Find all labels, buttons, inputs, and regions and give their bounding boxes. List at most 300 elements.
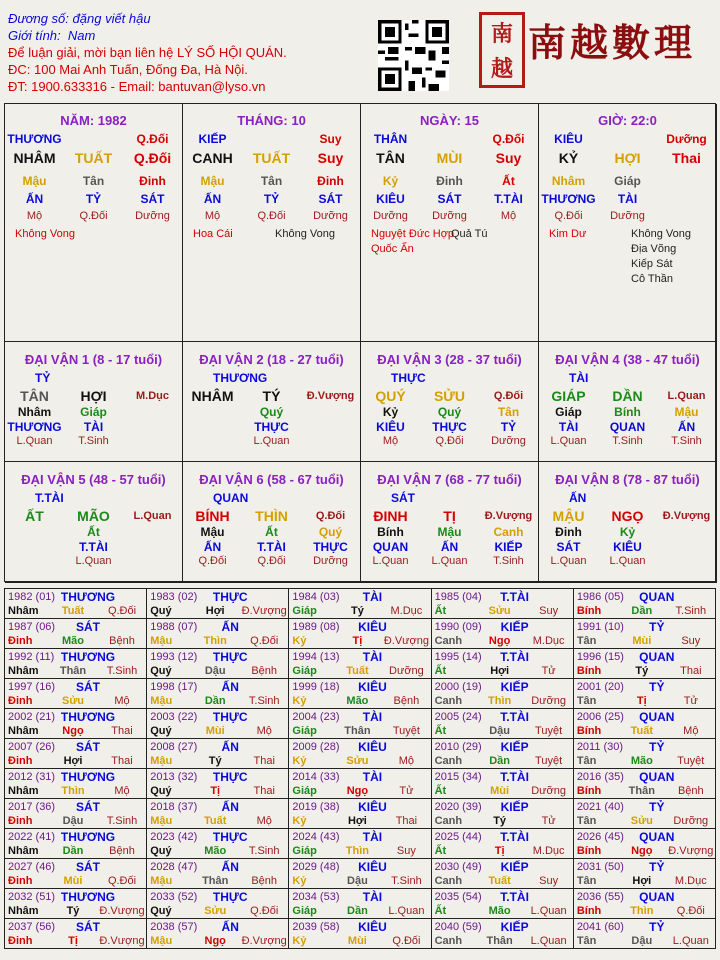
year-chi: Hợi xyxy=(63,755,83,767)
pillar-value: Q.Đối xyxy=(492,132,525,146)
year-state: Mộ xyxy=(256,725,272,737)
pillar-row-r2 xyxy=(5,150,182,166)
dai-van-row-h1 xyxy=(183,405,360,419)
dai-van-main xyxy=(5,388,182,404)
dai-van-can: GIÁP xyxy=(551,388,586,404)
dai-van-value: Nhâm xyxy=(17,405,52,419)
dai-van-value: Quý xyxy=(318,525,343,539)
dai-van-state: Q.Đối xyxy=(315,510,346,522)
year-god: T.TÀI xyxy=(500,830,529,844)
pillar-value: Q.Đối xyxy=(136,132,169,146)
year-row xyxy=(5,589,716,619)
year-can: Bính xyxy=(576,725,602,737)
year-can: Đinh xyxy=(8,695,33,707)
pillar-row-r1 xyxy=(5,132,182,146)
pillar-row-r1 xyxy=(183,132,360,146)
pillar-row-r3 xyxy=(183,174,360,188)
year-label: 2034 (53) xyxy=(292,891,340,903)
pillar-row-r5 xyxy=(183,210,360,222)
year-row xyxy=(5,799,716,829)
year-chi: Tuất xyxy=(488,875,511,887)
year-cell xyxy=(289,739,431,769)
dai-van-can: TÂN xyxy=(20,388,49,404)
pillar-value: Q.Đối xyxy=(257,210,286,222)
dai-van-chi: NGỌ xyxy=(611,508,644,524)
year-cell xyxy=(5,739,147,769)
year-label: 2026 (45) xyxy=(576,831,624,843)
year-state: Q.Đối xyxy=(250,905,279,917)
qr-code-icon[interactable] xyxy=(378,20,449,91)
dai-van-main xyxy=(5,508,182,524)
year-cell xyxy=(5,919,147,949)
year-label: 1994 (13) xyxy=(292,651,340,663)
dai-van-cell xyxy=(183,342,361,462)
year-god: KIẾP xyxy=(500,800,529,814)
year-chi: Ngọ xyxy=(62,725,84,737)
year-cell xyxy=(289,859,431,889)
year-state: Thai xyxy=(680,665,702,677)
pillar-value: ẤN xyxy=(25,192,44,206)
pillar-cell xyxy=(361,104,539,342)
year-chi: Tý xyxy=(635,665,649,677)
year-chi: Ngọ xyxy=(631,845,653,857)
dai-van-value: Bính xyxy=(377,525,404,539)
year-god: THỰC xyxy=(212,590,248,604)
duong-so-line: Đương số: đặng viết hậu xyxy=(8,11,151,26)
year-can: Nhâm xyxy=(8,725,39,737)
year-cell xyxy=(432,679,574,709)
pillar-value: Dưỡng xyxy=(432,210,467,222)
year-chi: Dậu xyxy=(631,935,653,947)
dai-van-value: Giáp xyxy=(80,405,107,419)
year-can: Kỷ xyxy=(292,875,307,887)
year-can: Mậu xyxy=(150,875,173,887)
year-god: QUAN xyxy=(639,770,675,784)
year-label: 2040 (59) xyxy=(434,921,482,933)
year-chi: Mão xyxy=(62,635,84,647)
pillar-value: Q.Đối xyxy=(79,210,108,222)
year-chi: Ngọ xyxy=(204,935,226,947)
year-label: 1986 (05) xyxy=(576,591,624,603)
dai-van-value: T.Sinh xyxy=(671,435,702,447)
year-state: Tử xyxy=(399,785,414,797)
year-row xyxy=(5,859,716,889)
dai-van-value: ẤN xyxy=(440,540,459,554)
year-god: KIÊU xyxy=(358,680,387,694)
dai-van-row-h1 xyxy=(539,525,716,539)
year-label: 1982 (01) xyxy=(8,591,56,603)
year-state: Thai xyxy=(111,755,133,767)
year-label: 2031 (50) xyxy=(576,861,624,873)
dai-van-value: L.Quan xyxy=(253,435,290,447)
year-god: THƯƠNG xyxy=(60,710,116,724)
year-cell xyxy=(5,709,147,739)
year-label: 2006 (25) xyxy=(576,711,624,723)
year-can: Bính xyxy=(576,905,602,917)
shen-sha-note: Kim Dư xyxy=(549,228,587,240)
dai-van-value: TÀI xyxy=(558,420,579,434)
dai-van-title: ĐẠI VẬN 5 (48 - 57 tuổi) xyxy=(21,472,166,487)
year-label: 1989 (08) xyxy=(292,621,340,633)
year-state: M.Dục xyxy=(532,635,565,647)
dai-van-value: Kỷ xyxy=(382,405,399,419)
header-info xyxy=(8,10,287,95)
dai-van-value: THƯƠNG xyxy=(7,420,62,434)
year-label: 2015 (34) xyxy=(434,771,482,783)
year-god: QUAN xyxy=(639,890,675,904)
dai-van-value: Dưỡng xyxy=(491,435,526,447)
pillar-row-r3 xyxy=(361,174,538,188)
year-god: TÀI xyxy=(362,770,383,784)
year-state: Bệnh xyxy=(109,635,135,647)
year-label: 1992 (11) xyxy=(8,651,55,663)
dai-van-value: Ất xyxy=(87,525,100,539)
year-label: 2024 (43) xyxy=(292,831,340,843)
year-can: Nhâm xyxy=(8,605,39,617)
dai-van-value: L.Quan xyxy=(609,555,646,567)
year-chi: Mùi xyxy=(205,725,225,737)
year-god: KIÊU xyxy=(358,740,387,754)
year-chi: Dần xyxy=(489,755,510,767)
year-chi: Tý xyxy=(66,905,80,917)
year-cell xyxy=(432,859,574,889)
year-cell xyxy=(432,709,574,739)
pillar-value: Tân xyxy=(260,174,283,188)
pillar-row-r4 xyxy=(361,192,538,206)
year-chi: Tuất xyxy=(204,815,227,827)
year-can: Đinh xyxy=(8,815,33,827)
year-can: Kỷ xyxy=(292,935,307,947)
year-can: Kỷ xyxy=(292,695,307,707)
year-cell xyxy=(147,649,289,679)
pillar-value: TỶ xyxy=(263,192,280,206)
dai-van-value: Q.Đối xyxy=(435,435,464,447)
year-label: 2008 (27) xyxy=(150,741,198,753)
year-can: Mậu xyxy=(150,695,173,707)
year-cell xyxy=(574,799,716,829)
dai-van-top: TÀI xyxy=(569,371,589,385)
year-state: Dưỡng xyxy=(389,665,424,677)
pillar-value: Dưỡng xyxy=(135,210,170,222)
year-chi: Dậu xyxy=(62,815,84,827)
year-cell xyxy=(5,649,147,679)
year-cell xyxy=(289,919,431,949)
year-can: Ất xyxy=(434,905,447,917)
year-god: THỰC xyxy=(212,830,248,844)
dai-van-state: Đ.Vượng xyxy=(306,390,355,402)
dai-van-value: L.Quan xyxy=(431,555,468,567)
year-chi: Mùi xyxy=(632,635,652,647)
year-state: Q.Đối xyxy=(392,935,421,947)
year-can: Mậu xyxy=(150,635,173,647)
dai-van-value: ẤN xyxy=(677,420,696,434)
year-chi: Sửu xyxy=(204,905,227,917)
year-chi: Mão xyxy=(630,755,653,767)
year-state: Mộ xyxy=(114,695,130,707)
dai-van-main xyxy=(183,388,360,404)
dai-van-title: ĐẠI VẬN 7 (68 - 77 tuổi) xyxy=(377,472,522,487)
year-can: Tân xyxy=(576,935,597,947)
dai-van-row-h2 xyxy=(183,420,360,434)
dai-van-value: Tân xyxy=(497,405,520,419)
year-god: KIẾP xyxy=(500,920,529,934)
year-god: SÁT xyxy=(76,740,100,754)
year-god: TỶ xyxy=(649,860,665,874)
year-state: Thai xyxy=(395,815,418,827)
year-row xyxy=(5,769,716,799)
red-seal-stamp xyxy=(479,12,525,88)
pillar-row-r5 xyxy=(361,210,538,222)
year-label: 2002 (21) xyxy=(8,711,56,723)
pillar-row-r1 xyxy=(539,132,716,146)
year-state: Đ.Vượng xyxy=(241,605,287,617)
year-god: T.TÀI xyxy=(500,650,529,664)
pillar-value: MÙI xyxy=(436,150,463,166)
year-state: Suy xyxy=(539,875,559,887)
year-can: Bính xyxy=(576,665,602,677)
year-can: Quý xyxy=(150,905,172,917)
year-state: Thai xyxy=(253,785,275,797)
year-god: ẤN xyxy=(221,920,239,934)
pillar-value: Q.Đối xyxy=(133,150,172,166)
year-table xyxy=(4,588,716,949)
shen-sha-note: Quốc Ấn xyxy=(371,243,414,255)
year-label: 2019 (38) xyxy=(292,801,340,813)
pillar-value: SÁT xyxy=(318,192,343,206)
dai-van-chi: MÃO xyxy=(77,508,110,524)
dai-van-row-h2 xyxy=(5,540,182,554)
year-can: Ất xyxy=(434,785,447,797)
year-chi: Thìn xyxy=(61,785,85,797)
year-chi: Hợi xyxy=(347,815,367,827)
dai-van-title: ĐẠI VẬN 6 (58 - 67 tuổi) xyxy=(199,472,344,487)
pillar-value: CANH xyxy=(192,150,233,166)
year-row xyxy=(5,829,716,859)
year-label: 2003 (22) xyxy=(150,711,198,723)
dai-van-value: QUAN xyxy=(372,540,409,554)
dai-van-value: Mậu xyxy=(437,525,462,539)
year-state: Mộ xyxy=(398,755,415,767)
year-label: 2023 (42) xyxy=(150,831,198,843)
dai-van-value: T.TÀI xyxy=(257,540,286,554)
year-label: 2041 (60) xyxy=(576,921,624,933)
year-chi: Tị xyxy=(636,695,647,707)
year-chi: Tý xyxy=(350,605,364,617)
year-label: 1984 (03) xyxy=(292,591,340,603)
year-can: Tân xyxy=(576,875,597,887)
year-cell xyxy=(574,709,716,739)
year-can: Kỷ xyxy=(292,635,307,647)
year-row xyxy=(5,709,716,739)
year-state: Tuyệt xyxy=(535,725,563,737)
pillar-value: TÀI xyxy=(617,192,638,206)
dai-van-row-h3 xyxy=(183,435,360,447)
dai-van-value: QUAN xyxy=(609,420,646,434)
dai-van-top: THƯƠNG xyxy=(213,371,268,385)
year-state: T.Sinh xyxy=(675,605,707,617)
year-chi: Thân xyxy=(486,935,513,947)
pillar-value: Nhâm xyxy=(551,174,586,188)
dai-van-value: ẤN xyxy=(203,540,222,554)
year-label: 2022 (41) xyxy=(8,831,56,843)
dai-van-value: Q.Đối xyxy=(257,555,286,567)
year-state: Tử xyxy=(683,695,698,707)
shen-sha-note: Địa Võng xyxy=(631,243,677,255)
year-god: THƯƠNG xyxy=(60,890,116,904)
year-chi: Dậu xyxy=(489,725,510,737)
year-label: 2016 (35) xyxy=(576,771,624,783)
year-label: 1990 (09) xyxy=(434,621,482,633)
year-state: M.Dục xyxy=(532,845,565,857)
dai-van-value: Ất xyxy=(265,525,278,539)
dai-van-value: L.Quan xyxy=(550,435,587,447)
year-state: Tuyệt xyxy=(535,755,563,767)
year-cell xyxy=(289,589,431,619)
year-state: L.Quan xyxy=(388,905,425,917)
year-cell xyxy=(5,589,147,619)
year-chi: Tuất xyxy=(630,725,654,737)
pillar-value: Kỷ xyxy=(382,174,399,188)
year-can: Canh xyxy=(434,695,463,707)
pillar-row-r1 xyxy=(361,132,538,146)
year-can: Giáp xyxy=(292,785,317,797)
year-label: 2007 (26) xyxy=(8,741,56,753)
year-state: L.Quan xyxy=(530,905,567,917)
year-chi: Tị xyxy=(494,845,505,857)
chart-grid xyxy=(4,103,716,582)
year-can: Kỷ xyxy=(292,755,307,767)
year-cell xyxy=(147,709,289,739)
year-chi: Thìn xyxy=(630,905,654,917)
pillar-value: Mậu xyxy=(200,174,225,188)
year-label: 2032 (51) xyxy=(8,891,56,903)
dai-van-main xyxy=(539,508,716,524)
dai-van-title: ĐẠI VẬN 2 (18 - 27 tuổi) xyxy=(199,352,344,367)
year-label: 2029 (48) xyxy=(292,861,340,873)
pillar-value: Giáp xyxy=(614,174,641,188)
year-row xyxy=(5,619,716,649)
year-can: Canh xyxy=(434,635,463,647)
dai-van-row-h2 xyxy=(539,540,716,554)
year-god: ẤN xyxy=(221,620,239,634)
year-chi: Sửu xyxy=(346,755,369,767)
year-god: T.TÀI xyxy=(500,770,529,784)
year-label: 1988 (07) xyxy=(150,621,198,633)
year-chi: Mão xyxy=(204,845,227,857)
year-label: 2017 (36) xyxy=(8,801,56,813)
pillar-value: Đinh xyxy=(139,174,166,188)
pillar-value: Dưỡng xyxy=(313,210,348,222)
year-god: THỰC xyxy=(212,770,248,784)
year-chi: Hợi xyxy=(205,605,225,617)
dai-van-row-h3 xyxy=(361,555,538,567)
year-label: 2038 (57) xyxy=(150,921,198,933)
pillar-row-r5 xyxy=(5,210,182,222)
year-state: L.Quan xyxy=(530,935,567,947)
year-can: Giáp xyxy=(292,905,317,917)
dai-van-row-h2 xyxy=(361,420,538,434)
pillar-cell xyxy=(183,104,361,342)
pillar-value: TUẤT xyxy=(74,150,113,166)
year-label: 2035 (54) xyxy=(434,891,482,903)
year-god: KIÊU xyxy=(358,800,387,814)
dai-van-main xyxy=(539,388,716,404)
year-god: T.TÀI xyxy=(500,890,529,904)
year-cell xyxy=(574,859,716,889)
year-god: ẤN xyxy=(221,860,239,874)
year-can: Canh xyxy=(434,755,463,767)
dai-van-row-h1 xyxy=(183,525,360,539)
dai-van-value: Canh xyxy=(493,525,524,539)
dai-van-state: Đ.Vượng xyxy=(484,510,533,522)
year-can: Đinh xyxy=(8,755,33,767)
dai-van-cell xyxy=(361,462,539,583)
dai-van-row-h2 xyxy=(183,540,360,554)
dai-van-chi: TỊ xyxy=(443,508,456,524)
year-cell xyxy=(289,619,431,649)
pillar-value: HỢI xyxy=(614,150,641,166)
dai-van-title: ĐẠI VẬN 1 (8 - 17 tuổi) xyxy=(24,352,163,367)
pillar-value: Suy xyxy=(317,150,344,166)
year-god: T.TÀI xyxy=(500,590,529,604)
year-chi: Hợi xyxy=(490,665,510,677)
dai-van-row-h3 xyxy=(539,555,716,567)
year-label: 1987 (06) xyxy=(8,621,56,633)
year-chi: Dần xyxy=(62,845,84,857)
year-can: Bính xyxy=(576,845,602,857)
pillar-title: NĂM: 1982 xyxy=(60,113,127,128)
dai-van-row-h3 xyxy=(539,435,716,447)
pillar-value: SÁT xyxy=(140,192,165,206)
year-label: 1998 (17) xyxy=(150,681,198,693)
shen-sha-note: Hoa Cái xyxy=(193,228,233,240)
year-label: 2028 (47) xyxy=(150,861,198,873)
year-chi: Sửu xyxy=(61,695,85,707)
year-state: T.Sinh xyxy=(391,875,422,887)
year-can: Bính xyxy=(576,785,602,797)
dai-van-value: THỰC xyxy=(432,420,467,434)
dai-van-chi: SỬU xyxy=(433,388,466,404)
pillar-value: Ất xyxy=(502,174,515,188)
year-can: Canh xyxy=(434,815,463,827)
dai-van-value: T.Sinh xyxy=(78,435,109,447)
year-chi: Thìn xyxy=(345,845,370,857)
year-chi: Ngọ xyxy=(488,635,511,647)
dai-van-chi: TÝ xyxy=(262,388,281,404)
shen-sha-note: Kiếp Sát xyxy=(631,258,673,270)
year-god: TÀI xyxy=(362,650,383,664)
year-chi: Thân xyxy=(628,785,655,797)
year-chi: Thân xyxy=(59,665,87,677)
year-cell xyxy=(574,919,716,949)
pillar-value: TỶ xyxy=(85,192,102,206)
year-label: 2033 (52) xyxy=(150,891,198,903)
year-can: Tân xyxy=(576,635,597,647)
year-state: M.Dục xyxy=(674,875,707,887)
dai-van-row-h2 xyxy=(5,420,182,434)
year-god: T.TÀI xyxy=(500,710,529,724)
dai-van-value: Dưỡng xyxy=(313,555,348,567)
year-can: Mậu xyxy=(150,755,173,767)
year-can: Giáp xyxy=(292,605,317,617)
dai-van-row-h3 xyxy=(5,555,182,567)
year-god: QUAN xyxy=(639,710,675,724)
year-state: Mộ xyxy=(256,815,272,827)
year-cell xyxy=(147,739,289,769)
year-can: Quý xyxy=(150,605,172,617)
brand-logo: 南越數理 xyxy=(528,20,697,65)
pillar-cell xyxy=(5,104,183,342)
